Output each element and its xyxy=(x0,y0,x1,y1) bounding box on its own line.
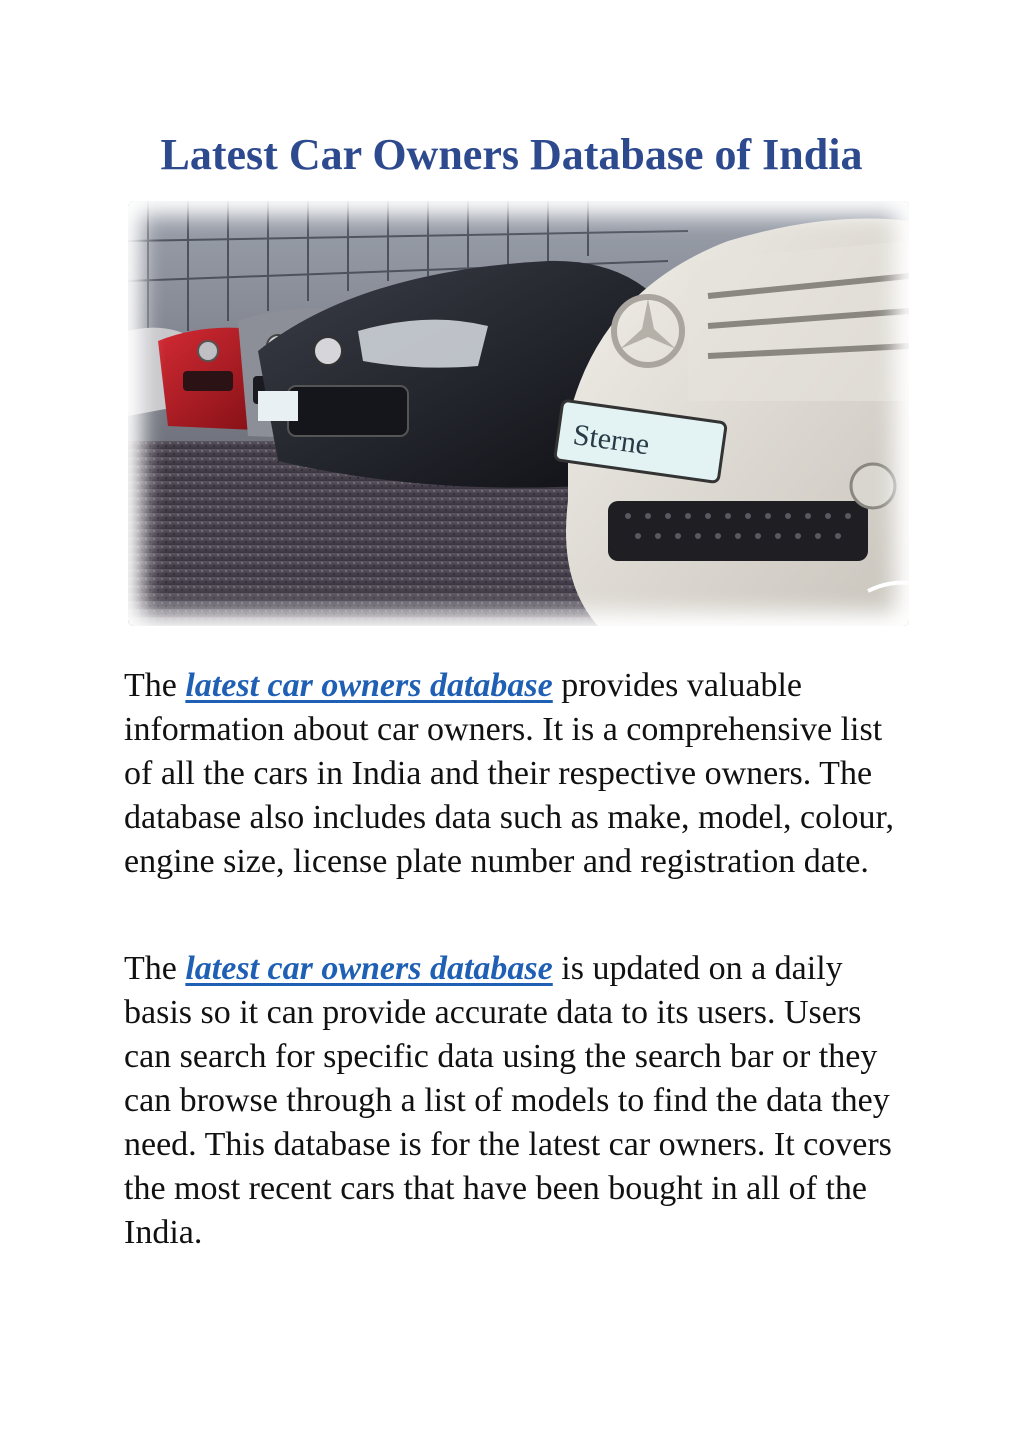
car-owners-database-link-2[interactable]: latest car owners database xyxy=(185,950,553,987)
paragraph-1-lead: The xyxy=(124,667,186,704)
paragraph-2 xyxy=(124,947,914,1255)
paragraph-1 xyxy=(124,664,914,884)
car-lineup-photo xyxy=(128,201,909,626)
paragraph-1-body: provides valuable information about car owners. It is a comprehensive list of all the cars in India and their respective owners. The database also includes data such as make, model, colour, engine size, license plate number and registration date. xyxy=(124,667,894,880)
paragraph-2-lead: The xyxy=(124,950,186,987)
page-title: Latest Car Owners Database of India xyxy=(160,130,863,179)
car-owners-database-link-1[interactable]: latest car owners database xyxy=(185,667,553,704)
paragraph-2-body: is updated on a daily basis so it can provide accurate data to its users. Users can search for specific data using the search bar or they can browse through a list of models to find the data they need. This database is for the latest car owners. It covers the most recent cars that have been bought in all of the India. xyxy=(124,950,892,1251)
plate-text: Sterne xyxy=(570,418,652,462)
